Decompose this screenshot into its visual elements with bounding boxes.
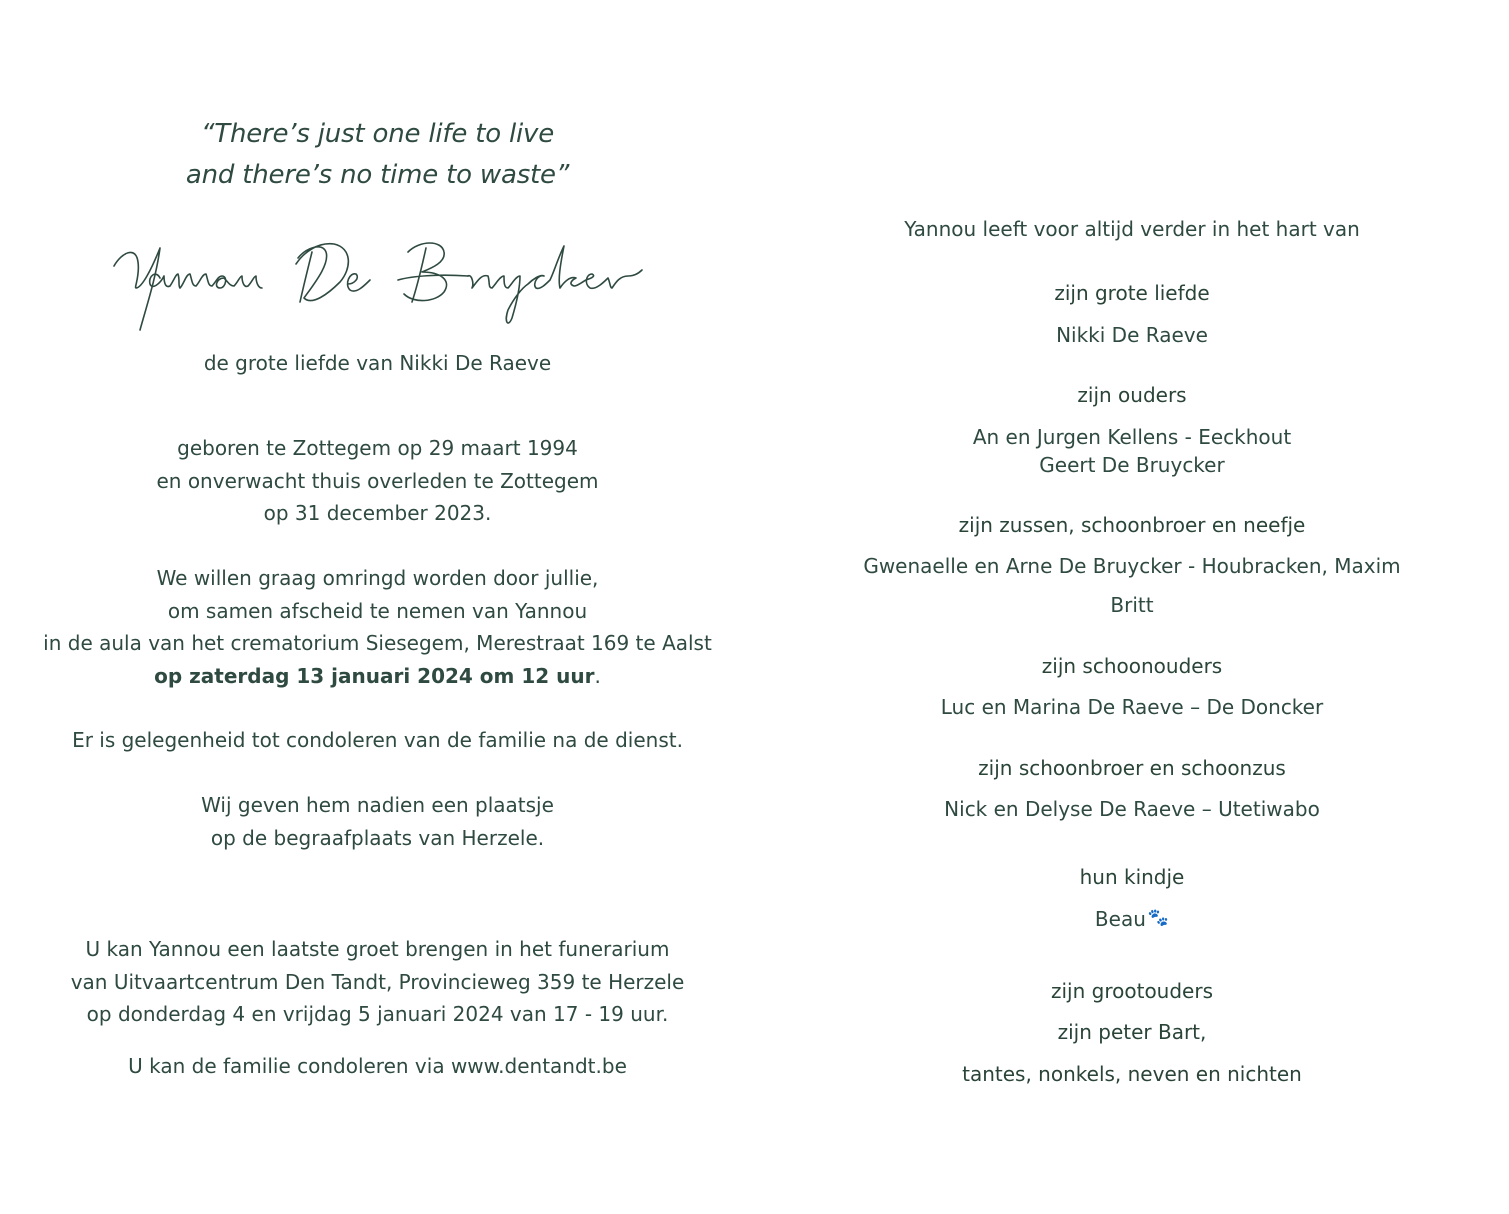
farewell-line-1: We willen graag omringd worden door jullie, bbox=[156, 566, 599, 590]
family-name: Beau bbox=[1094, 907, 1146, 931]
group-names-siblings bbox=[832, 552, 1432, 619]
family-intro: Yannou leeft voor altijd verder in het hart van bbox=[904, 217, 1360, 241]
birth-info bbox=[40, 432, 715, 530]
footer-relatives: tantes, nonkels, neven en nichten bbox=[962, 1062, 1302, 1086]
footer-godfather: zijn peter Bart, bbox=[1057, 1020, 1207, 1044]
farewell-date-suffix: . bbox=[594, 663, 601, 688]
child-name-line bbox=[832, 904, 1432, 933]
farewell-date: op zaterdag 13 januari 2024 om 12 uur bbox=[154, 663, 595, 688]
funeral-home-line-1: U kan Yannou een laatste groet brengen in het funerarium bbox=[85, 937, 670, 961]
quote-line-2: and there’s no time to waste” bbox=[185, 160, 570, 190]
signature-name bbox=[40, 218, 715, 338]
burial-line-1: Wij geven hem nadien een plaatsje bbox=[201, 793, 554, 817]
group-header-parents: zijn ouders bbox=[1077, 383, 1187, 407]
quote-line-1: “There’s just one life to live bbox=[201, 119, 554, 149]
burial-info bbox=[40, 789, 715, 854]
group-header-siblings: zijn zussen, schoonbroer en neefje bbox=[958, 513, 1306, 537]
family-name: Nick en Delyse De Raeve – Utetiwabo bbox=[944, 797, 1320, 821]
group-header-parents-in-law: zijn schoonouders bbox=[1041, 654, 1223, 678]
condolence-info: Er is gelegenheid tot condoleren van de familie na de dienst. bbox=[72, 728, 683, 752]
group-names-siblings-in-law bbox=[832, 795, 1432, 823]
group-header-partner: zijn grote liefde bbox=[1054, 281, 1210, 305]
subtitle: de grote liefde van Nikki De Raeve bbox=[203, 351, 552, 375]
family-name: An en Jurgen Kellens - Eeckhout bbox=[972, 425, 1292, 449]
farewell-info bbox=[40, 562, 715, 692]
birth-line-1: geboren te Zottegem op 29 maart 1994 bbox=[177, 436, 578, 460]
footer-grandparents: zijn grootouders bbox=[1051, 979, 1213, 1003]
quote bbox=[40, 114, 715, 196]
group-names-child bbox=[832, 904, 1432, 933]
family-name: Nikki De Raeve bbox=[1056, 323, 1208, 347]
paw-icon: 🐾 bbox=[1147, 908, 1170, 928]
burial-line-2: op de begraafplaats van Herzele. bbox=[210, 825, 545, 850]
group-names-partner bbox=[832, 321, 1432, 349]
farewell-line-3: in de aula van het crematorium Siesegem, Merestraat 169 te Aalst bbox=[43, 631, 712, 655]
group-header-child: hun kindje bbox=[1079, 865, 1185, 889]
family-name: Gwenaelle en Arne De Bruycker - Houbracken, Maxim bbox=[863, 554, 1401, 578]
family-name: Geert De Bruycker bbox=[1039, 453, 1225, 477]
birth-line-3: op 31 december 2023. bbox=[263, 501, 492, 525]
group-names-parents bbox=[832, 423, 1432, 479]
birth-line-2: en onverwacht thuis overleden te Zottegem bbox=[156, 468, 599, 493]
group-names-parents-in-law bbox=[832, 693, 1432, 721]
farewell-date-line bbox=[40, 660, 715, 693]
funeral-home-line-2: van Uitvaartcentrum Den Tandt, Provincieweg 359 te Herzele bbox=[70, 969, 685, 994]
online-condolence: U kan de familie condoleren via www.dentandt.be bbox=[128, 1054, 627, 1078]
family-name: Luc en Marina De Raeve – De Doncker bbox=[940, 695, 1324, 719]
name-signature-image bbox=[108, 218, 648, 338]
group-header-siblings-in-law: zijn schoonbroer en schoonzus bbox=[978, 756, 1286, 780]
funeral-home-info bbox=[40, 933, 715, 1031]
farewell-line-2: om samen afscheid te nemen van Yannou bbox=[167, 598, 588, 623]
family-name: Britt bbox=[1110, 593, 1154, 617]
funeral-home-line-3: op donderdag 4 en vrijdag 5 januari 2024 van 17 - 19 uur. bbox=[86, 1002, 669, 1026]
